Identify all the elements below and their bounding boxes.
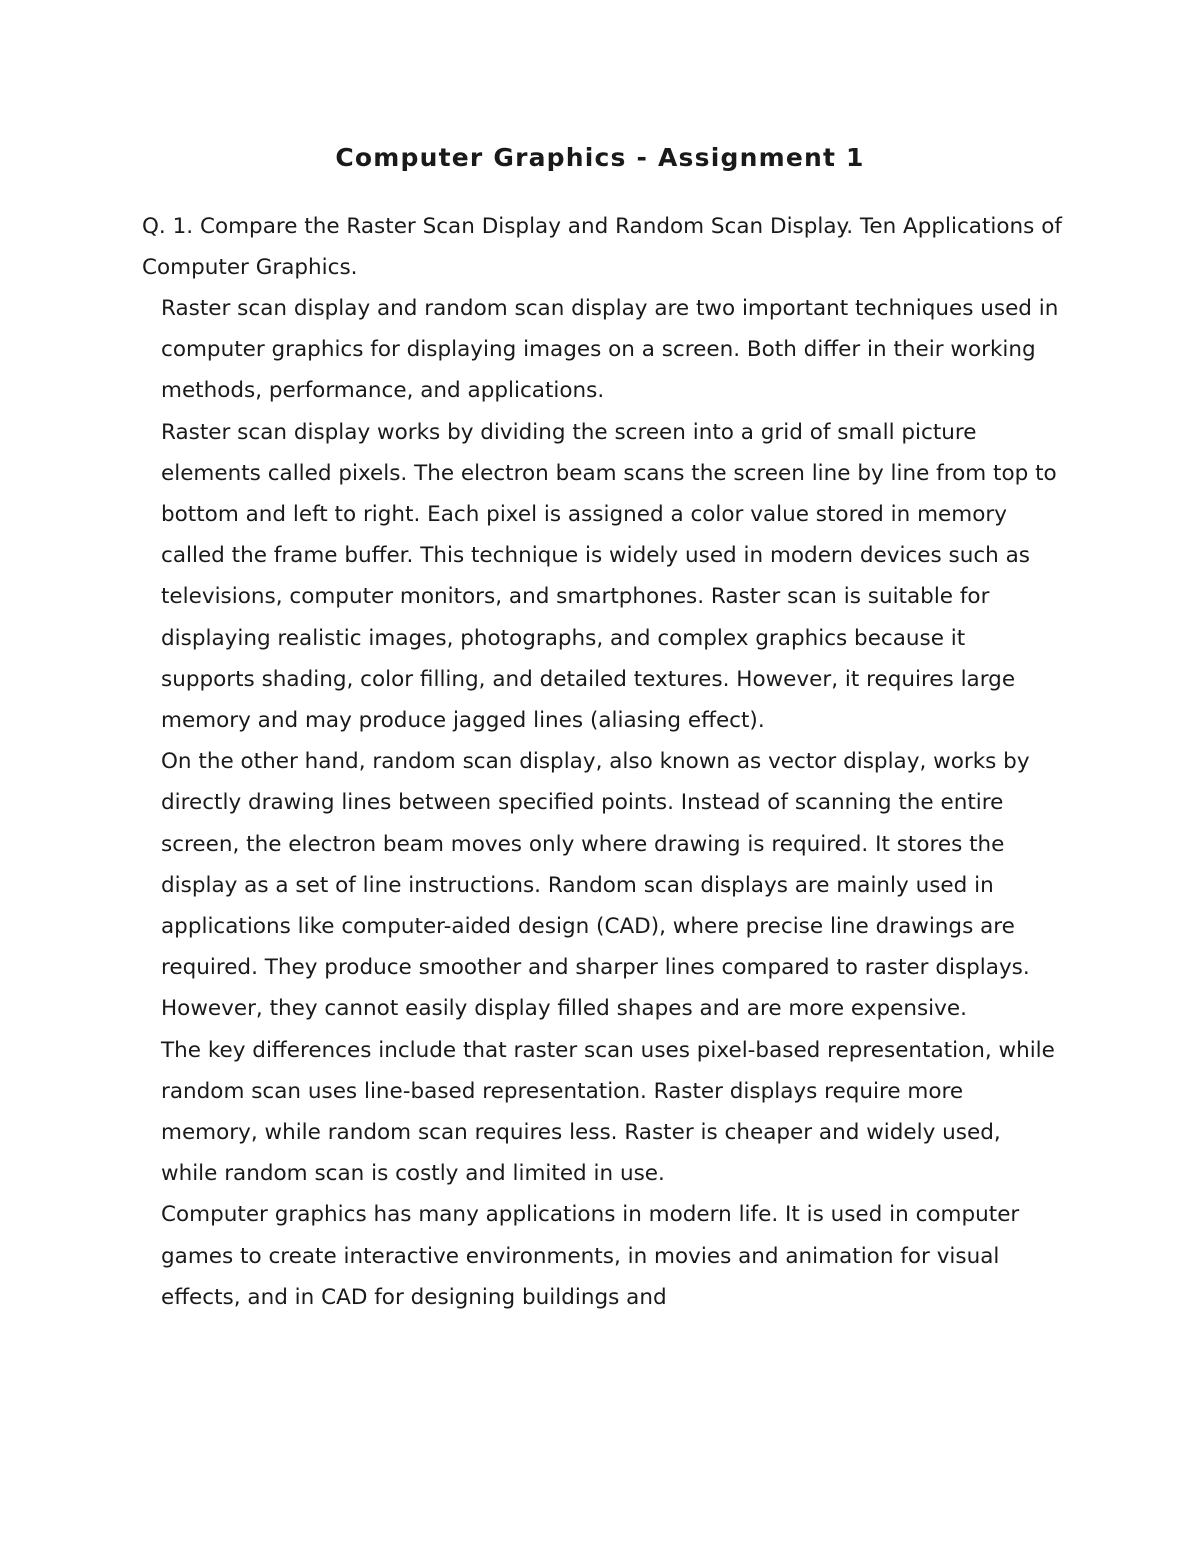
paragraph-key-differences: The key differences include that raster scan uses pixel-based representation, while random scan uses line-based representation. Raster displays require more memory, while random scan requires less. Raster is cheaper and widely used, while random scan is costly and limited in use. xyxy=(161,1037,1055,1187)
paragraph-raster-scan: Raster scan display works by dividing the screen into a grid of small picture elements called pixels. The electron beam scans the screen line by line from top to bottom and left to right. Each pixel is assigned a color value stored in memory called the frame buffer. This technique is widely used in modern devices such as televisions, computer monitors, and smartphones. Raster scan is suitable for displaying realistic images, photographs, and complex graphics because it supports shading, color filling, and detailed textures. However, it requires large memory and may produce jagged lines (aliasing effect). xyxy=(161,419,1057,734)
document-title: Computer Graphics - Assignment 1 xyxy=(335,143,865,172)
paragraph-random-scan: On the other hand, random scan display, also known as vector display, works by directly drawing lines between specified points. Instead of scanning the entire screen, the electron beam moves only where drawing is required. It stores the display as a set of line instructions. Random scan displays are mainly used in applications like computer-aided design (CAD), where precise line drawings are required. They produce smoother and sharper lines compared to raster displays. However, they cannot easily display filled shapes and are more expensive. xyxy=(161,749,1030,1022)
answer-body xyxy=(161,288,1061,1318)
paragraph-intro: Raster scan display and random scan display are two important techniques used in computer graphics for displaying images on a screen. Both differ in their working methods, performance, and applications. xyxy=(161,296,1059,404)
paragraph-applications: Computer graphics has many applications in modern life. It is used in computer games to create interactive environments, in movies and animation for visual effects, and in CAD for designing buildings and xyxy=(161,1202,1020,1310)
question-text: Q. 1. Compare the Raster Scan Display and Random Scan Display. Ten Applications of Computer Graphics. xyxy=(142,214,1062,280)
